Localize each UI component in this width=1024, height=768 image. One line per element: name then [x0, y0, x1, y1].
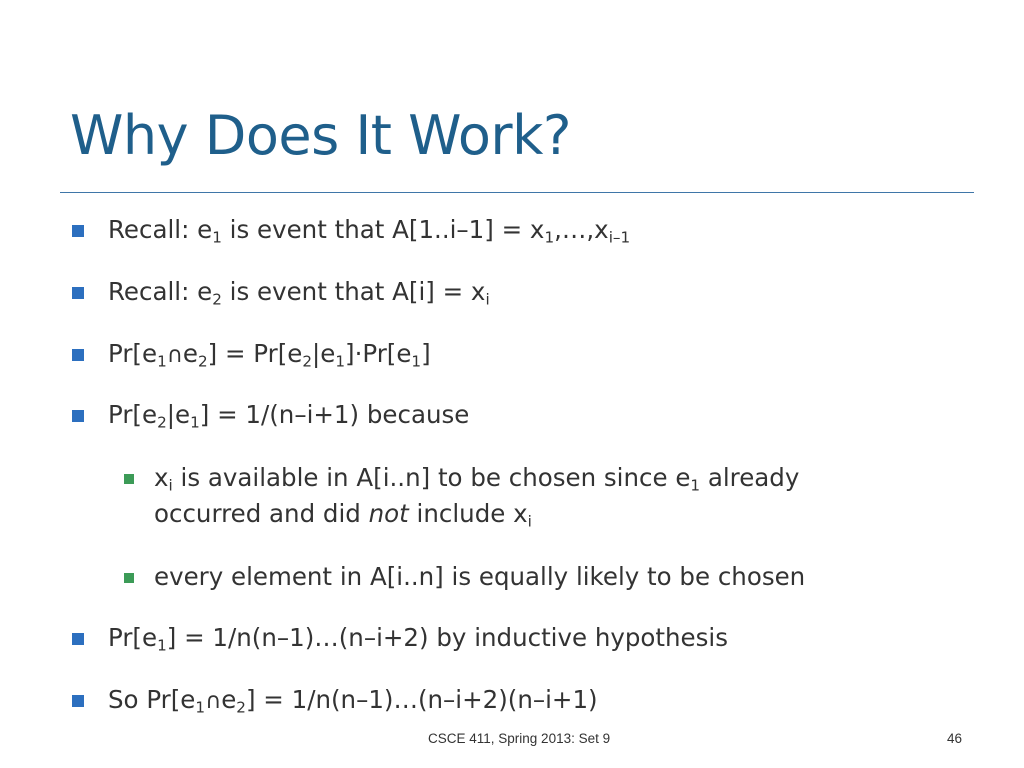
footer-course-label: CSCE 411, Spring 2013: Set 9: [428, 731, 611, 746]
bullet-text: Recall: e: [108, 277, 213, 306]
bullet-text: ,…,x: [554, 215, 609, 244]
bullet-text: ]: [421, 339, 431, 368]
bullet-item-inductive-hypothesis: [108, 623, 728, 653]
square-bullet-icon: [72, 410, 84, 422]
bullet-item-conclusion: [108, 685, 598, 717]
subscript: 2: [236, 698, 246, 717]
subscript: 2: [212, 290, 222, 309]
bullet-text: Recall: e: [108, 215, 213, 244]
bullet-text: e: [221, 685, 237, 714]
square-bullet-icon: [72, 633, 84, 645]
subscript: 1: [195, 698, 206, 717]
sub-bullet-line: [154, 460, 799, 496]
subscript: 1: [411, 352, 422, 371]
square-bullet-icon: [72, 349, 84, 361]
bullet-text: is available in A[i..n] to be chosen since e: [172, 463, 691, 492]
square-bullet-icon: [124, 573, 134, 583]
subscript: 1: [335, 352, 346, 371]
bullet-item-recall-e1: [108, 215, 630, 245]
bullet-text: ] = 1/(n–i+1) because: [199, 400, 470, 429]
subscript: 1: [157, 352, 167, 371]
subscript: 2: [157, 413, 167, 432]
bullet-text: Pr[e: [108, 339, 158, 368]
bullet-text: ] = 1/n(n–1)…(n–i+2)(n–i+1): [245, 685, 598, 714]
square-bullet-icon: [72, 225, 84, 237]
square-bullet-icon: [72, 287, 84, 299]
bullet-item-recall-e2: [108, 277, 490, 307]
subscript: 1: [690, 476, 701, 495]
bullet-text: x: [154, 463, 169, 492]
bullet-text: e: [182, 339, 198, 368]
bullet-text: Pr[e: [108, 400, 158, 429]
subscript: i: [485, 290, 490, 309]
subscript: 2: [197, 352, 208, 371]
footer-page-number: 46: [947, 731, 963, 746]
subscript: 1: [157, 636, 167, 655]
subscript: i: [527, 512, 532, 531]
intersection-symbol: ∩: [205, 689, 222, 714]
subscript: 1: [190, 413, 200, 432]
bullet-text: |e: [312, 339, 336, 368]
sub-bullet-item-xi-available: [154, 460, 799, 532]
subscript: i: [168, 476, 173, 495]
sub-bullet-line: [154, 496, 799, 532]
bullet-text: ] = 1/n(n–1)…(n–i+2) by inductive hypothesis: [166, 623, 728, 652]
title-divider: [60, 192, 974, 193]
square-bullet-icon: [124, 474, 134, 484]
subscript: 1: [544, 228, 555, 247]
bullet-text: every element in A[i..n] is equally likely to be chosen: [154, 562, 806, 591]
bullet-text: So Pr[e: [108, 685, 196, 714]
square-bullet-icon: [72, 695, 84, 707]
bullet-text: ]·Pr[e: [345, 339, 412, 368]
bullet-text: Pr[e: [108, 623, 158, 652]
bullet-text: is event that A[i] = x: [221, 277, 486, 306]
bullet-text: is event that A[1..i–1] = x: [221, 215, 545, 244]
subscript: 2: [302, 352, 313, 371]
slide-title: Why Does It Work?: [70, 104, 572, 167]
sub-bullet-item-equally-likely: [154, 559, 805, 595]
bullet-text: include x: [408, 499, 528, 528]
emphasis-text: not: [368, 499, 409, 528]
bullet-text: already: [700, 463, 800, 492]
bullet-text: occurred and did: [154, 499, 369, 528]
subscript: i–1: [608, 228, 631, 247]
bullet-item-conditional-probability: [108, 400, 469, 430]
bullet-text: |e: [166, 400, 191, 429]
bullet-item-joint-probability: [108, 339, 431, 371]
bullet-text: ] = Pr[e: [207, 339, 303, 368]
intersection-symbol: ∩: [166, 343, 183, 368]
subscript: 1: [212, 228, 222, 247]
